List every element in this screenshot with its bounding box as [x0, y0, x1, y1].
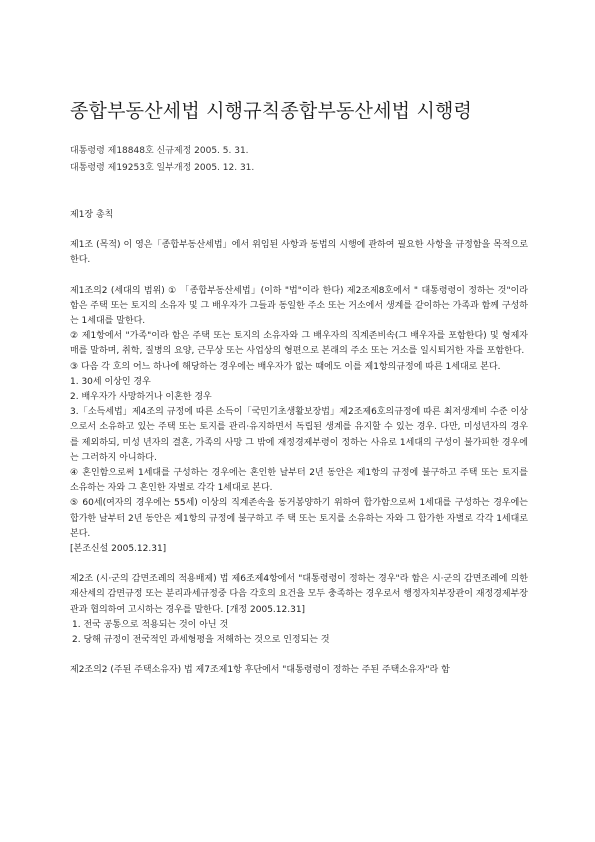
history-line-2: 대통령령 제19253호 일부개정 2005. 12. 31.	[70, 163, 255, 173]
article-1-2-para-1: 제1조의2 (세대의 범위) ① 「종합부동산세법」(이하 "법"이라 한다) 제2조제8호에서 " 대통령령이 정하는 것"이라 함은 주택 또는 토지의 소유자 및 그 배우자가 그들과 동일한 주소 또는 거소에서 생계를 같이하는 가족과 함께 구성하는 1세대를 말한다.	[70, 285, 528, 327]
article-2-para-1: 제2조 (시·군의 감면조례의 적용배제) 법 제6조제4항에서 "대통령령이 정하는 경우"라 함은 시·군의 감면조례에 의한 재산세의 감면규정 또는 분리과세규정중 다음 각호의 요건을 모두 충족하는 경우로서 행정자치부장관이 재정경제부장관과 협의하여 고시하는 경우를 말한다. [개정 2005.12.31]	[70, 574, 528, 615]
article-1-2-item-1: 1. 30세 이상인 경우	[70, 376, 151, 387]
chapter-heading: 제1장 총칙	[70, 210, 114, 220]
article-2-item-1: 1. 전국 공통으로 적용되는 것이 아닌 것	[72, 619, 229, 630]
document-title: 종합부동산세법 시행규칙종합부동산세법 시행령	[70, 100, 473, 122]
article-1-2-para-2: ② 제1항에서 "가족"이라 함은 주택 또는 토지의 소유자와 그 배우자의 직계존비속(그 배우자를 포함한다) 및 형제자매를 말하며, 취학, 질병의 요양, 근무상 또는 사업상의 형편으로 본래의 주소 또는 거소를 일시퇴거한 자를 포함한다.	[70, 331, 528, 357]
history-line-1: 대통령령 제18848호 신규제정 2005. 5. 31.	[70, 146, 249, 156]
article-1-2-item-2: 2. 배우자가 사망하거나 이혼한 경우	[70, 392, 212, 403]
article-2-item-2: 2. 당해 규정이 전국적인 과세형평을 저해하는 것으로 인정되는 것	[72, 635, 330, 646]
document-body	[70, 208, 528, 678]
article-1-2-para-4: ④ 혼인함으로써 1세대를 구성하는 경우에는 혼인한 날부터 2년 동안은 제1항의 규정에 불구하고 주택 또는 토지를 소유하는 자와 그 혼인한 자별로 각각 1세대로 본다.	[70, 468, 528, 494]
article-2-2: 제2조의2 (주된 주택소유자) 법 제7조제1항 후단에서 "대통령령이 정하는 주된 주택소유자"라 함	[70, 665, 450, 676]
article-1-2-para-5: ⑤ 60세(여자의 경우에는 55세) 이상의 직계존속을 동거봉양하기 위하여 합가함으로써 1세대를 구성하는 경우에는 합가한 날부터 2년 동안은 제1항의 규정에 불구하고 주 택 또는 토지를 소유하는 자와 그 합가한 자별로 각각 1세대로 본다.	[70, 498, 528, 539]
article-1-2-note: [본조신설 2005.12.31]	[70, 544, 167, 555]
article-1: 제1조 (목적) 이 영은「종합부동산세법」에서 위임된 사항과 동법의 시행에 관하여 필요한 사항을 규정함을 목적으로 한다.	[70, 240, 528, 266]
article-1-2-para-3: ③ 다음 각 호의 어느 하나에 해당하는 경우에는 배우자가 없는 때에도 이를 제1항의규정에 따른 1세대로 본다.	[70, 361, 501, 372]
article-1-2-item-3: 3.「소득세법」제4조의 규정에 따른 소득이「국민기초생활보장법」제2조제6호의규정에 따른 최저생계비 수준 이상으로서 소유하고 있는 주택 또는 토지를 관리·유지하면서 독립된 생계를 유지할 수 있는 경우. 다만, 미성년자의 경우를 제외하되, 미성 년자의 결혼, 가족의 사망 그 밖에 재정경제부령이 정하는 사유로 1세대의 구성이 불가피한 경우에는 그러하지 아니하다.	[70, 407, 528, 463]
